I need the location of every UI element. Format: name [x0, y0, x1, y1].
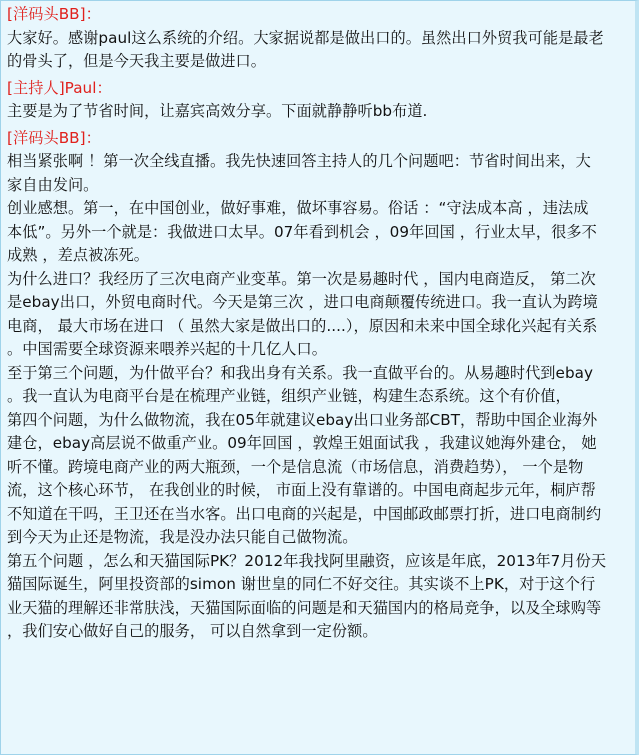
message-text-line: 。中国需要全球资源来喂养兴起的十几亿人口。	[7, 340, 327, 358]
message-text-line: 主要是为了节省时间，让嘉宾高效分享。下面就静静听bb布道.	[7, 102, 428, 120]
message-text-line: 的骨头了，但是今天我主要是做进口。	[7, 52, 267, 70]
message-text-line: 创业感想。第一，在中国创业，做好事难，做坏事容易。俗话 ：“守法成本高 ，违法成	[7, 199, 589, 217]
message-text-line: 第四个问题，为什么做物流，我在05年就建议ebay出口业务部CBT，帮助中国企业海外	[7, 410, 598, 429]
message-text-line: 本低”。另外一个就是：我做进口太早。07年看到机会 ，09年回国 ，行业太早，很多不	[7, 222, 597, 241]
message-block	[7, 3, 629, 74]
message-block	[7, 77, 629, 124]
message-text-line: 电商， 最大市场在进口 （ 虽然大家是做出口的....），原因和未来中国全球化兴起有关系	[7, 316, 598, 335]
message-text-line: 为什么进口？我经历了三次电商产业变革。第一次是易趣时代 ，国内电商造反， 第二次	[7, 269, 596, 288]
message-text-line: 相当紧张啊 ！第一次全线直播。我先快速回答主持人的几个问题吧：节省时间出来，大	[7, 152, 591, 170]
message-text-line: 不知道在干吗，王卫还在当水客。出口电商的兴起是，中国邮政邮票打折，进口电商制约	[7, 504, 602, 523]
message-text-line: 家自由发问。	[7, 175, 99, 194]
message-text-line: ，我们安心做好自己的服务， 可以自然拿到一定份额。	[7, 622, 378, 640]
speaker-label: [洋码头BB]：	[7, 5, 101, 23]
speaker-label: [洋码头BB]：	[7, 128, 101, 147]
message-text-line: 。我一直认为电商平台是在梳理产业链，组织产业链，构建生态系统。这个有价值，	[7, 387, 571, 405]
message-block	[7, 127, 629, 644]
message-text-line: 业天猫的理解还非常肤浅，天猫国际面临的问题是和天猫国内的格局竞争，以及全球购等	[7, 598, 602, 617]
speaker-label: [主持人]Paul：	[7, 78, 112, 97]
message-text-line: 是ebay出口，外贸电商时代。今天是第三次 ，进口电商颠覆传统进口。我一直认为跨境	[7, 293, 598, 311]
message-text-line: 成熟 ，差点被冻死。	[7, 246, 150, 264]
message-text-line: 大家好。感谢paul这么系统的介绍。大家据说都是做出口的。虽然出口外贸我可能是最老	[7, 28, 604, 47]
transcript-content	[1, 1, 635, 644]
message-text-line: 到今天为止还是物流，我是没办法只能自己做物流。	[7, 528, 358, 546]
message-text-line: 流，这个核心环节， 在我创业的时候， 市面上没有靠谱的。中国电商起步元年，桐庐帮	[7, 481, 596, 499]
message-text-line: 听不懂。跨境电商产业的两大瓶颈，一个是信息流（市场信息，消费趋势）， 一个是物	[7, 457, 584, 476]
message-text-line: 猫国际诞生，阿里投资部的simon 谢世皇的同仁不好交往。其实谈不上PK，对于这个行	[7, 575, 596, 593]
message-text-line: 至于第三个问题，为什做平台？和我出身有关系。我一直做平台的。从易趣时代到ebay	[7, 363, 594, 382]
message-text-line: 第五个问题 ，怎么和天猫国际PK？2012年我找阿里融资，应该是年底，2013年7月份天	[7, 551, 607, 570]
message-text-line: 建仓，ebay高层说不做重产业。09年回国 ，敦煌王姐面试我 ，我建议她海外建仓， 她	[7, 434, 597, 452]
